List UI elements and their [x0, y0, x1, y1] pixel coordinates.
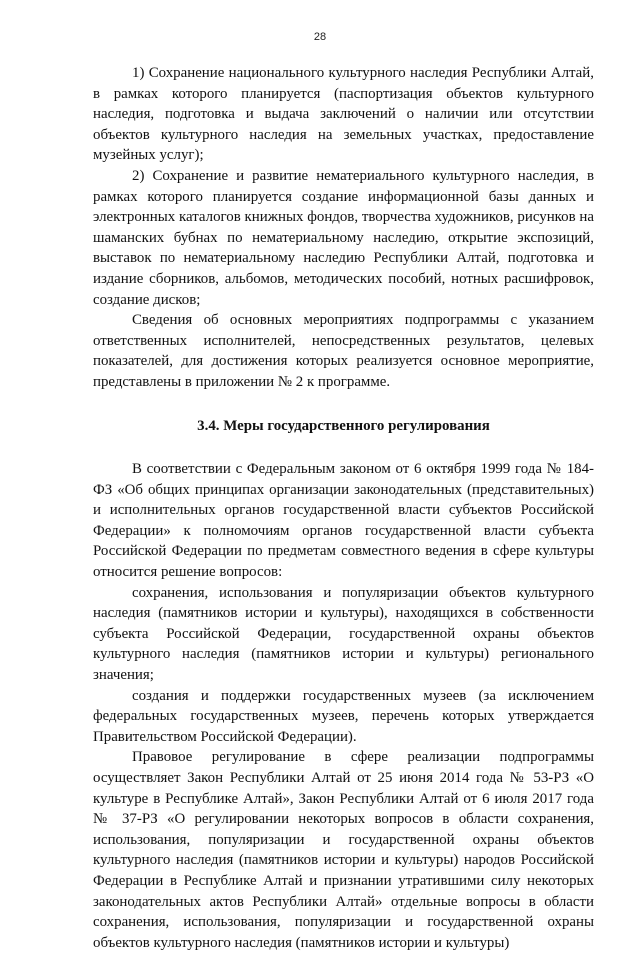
document-body — [93, 63, 594, 953]
paragraph-item-1: 1) Сохранение национального культурного наследия Республики Алтай, в рамках которого планируется (паспортизация объектов культурного наследия, подготовка и выдача заключений о наличии или отсутствии объектов культурного наследия на земельных участках, предоставление музейных услуг); — [93, 65, 594, 164]
paragraph-federal-law: В соответствии с Федеральным законом от 6 октября 1999 года № 184-ФЗ «Об общих принципах организации законодательных (представительных) и исполнительных органов государственной власти субъектов Российской Федерации» к полномочиям органов государственной власти субъекта Российской Федерации по предметам совместного ведения в сфере культуры относится решение вопросов: — [93, 461, 594, 581]
paragraph-appendix-reference: Сведения об основных мероприятиях подпрограммы с указанием ответственных исполнителей, непосредственных результатов, целевых показателей, для достижения которых реализуется основное мероприятие, представлены в приложении № 2 к программе. — [93, 312, 594, 390]
section-heading: 3.4. Меры государственного регулирования — [197, 417, 490, 434]
page-number: 28 — [313, 31, 327, 43]
paragraph-item-2: 2) Сохранение и развитие нематериального культурного наследия, в рамках которого планируется создание информационной базы данных и электронных каталогов книжных фондов, творчества художников, рисунков на шаманских бубнах по нематериальному наследию, открытие экспозиций, выставок по нематериальному наследию Республики Алтай, подготовка и издание сборников, альбомов, методических пособий, нотных расшифровок, создание дисков; — [93, 167, 594, 308]
paragraph-museums: создания и поддержки государственных музеев (за исключением федеральных государственных музеев, перечень которых утверждается Правительством Российской Федерации). — [93, 687, 594, 745]
paragraph-legal-regulation: Правовое регулирование в сфере реализации подпрограммы осуществляет Закон Республики Алтай от 25 июня 2014 года № 53-РЗ «О культуре в Республике Алтай», Закон Республики Алтай от 6 июля 2017 года № 37-РЗ «О регулировании некоторых вопросов в области сохранения, использования, популяризации и государственной охраны объектов культурного наследия (памятников истории и культуры) народов Российской Федерации в Республике Алтай и признании утратившими силу некоторых законодательных актов Республики Алтай» отдельные вопросы в области сохранения, использования, популяризации и государственной охраны объектов культурного наследия (памятников истории и культуры) — [93, 749, 594, 951]
paragraph-preservation: сохранения, использования и популяризации объектов культурного наследия (памятников истории и культуры), находящихся в собственности субъекта Российской Федерации, государственной охраны объектов культурного наследия (памятников истории и культуры) регионального значения; — [93, 584, 594, 684]
